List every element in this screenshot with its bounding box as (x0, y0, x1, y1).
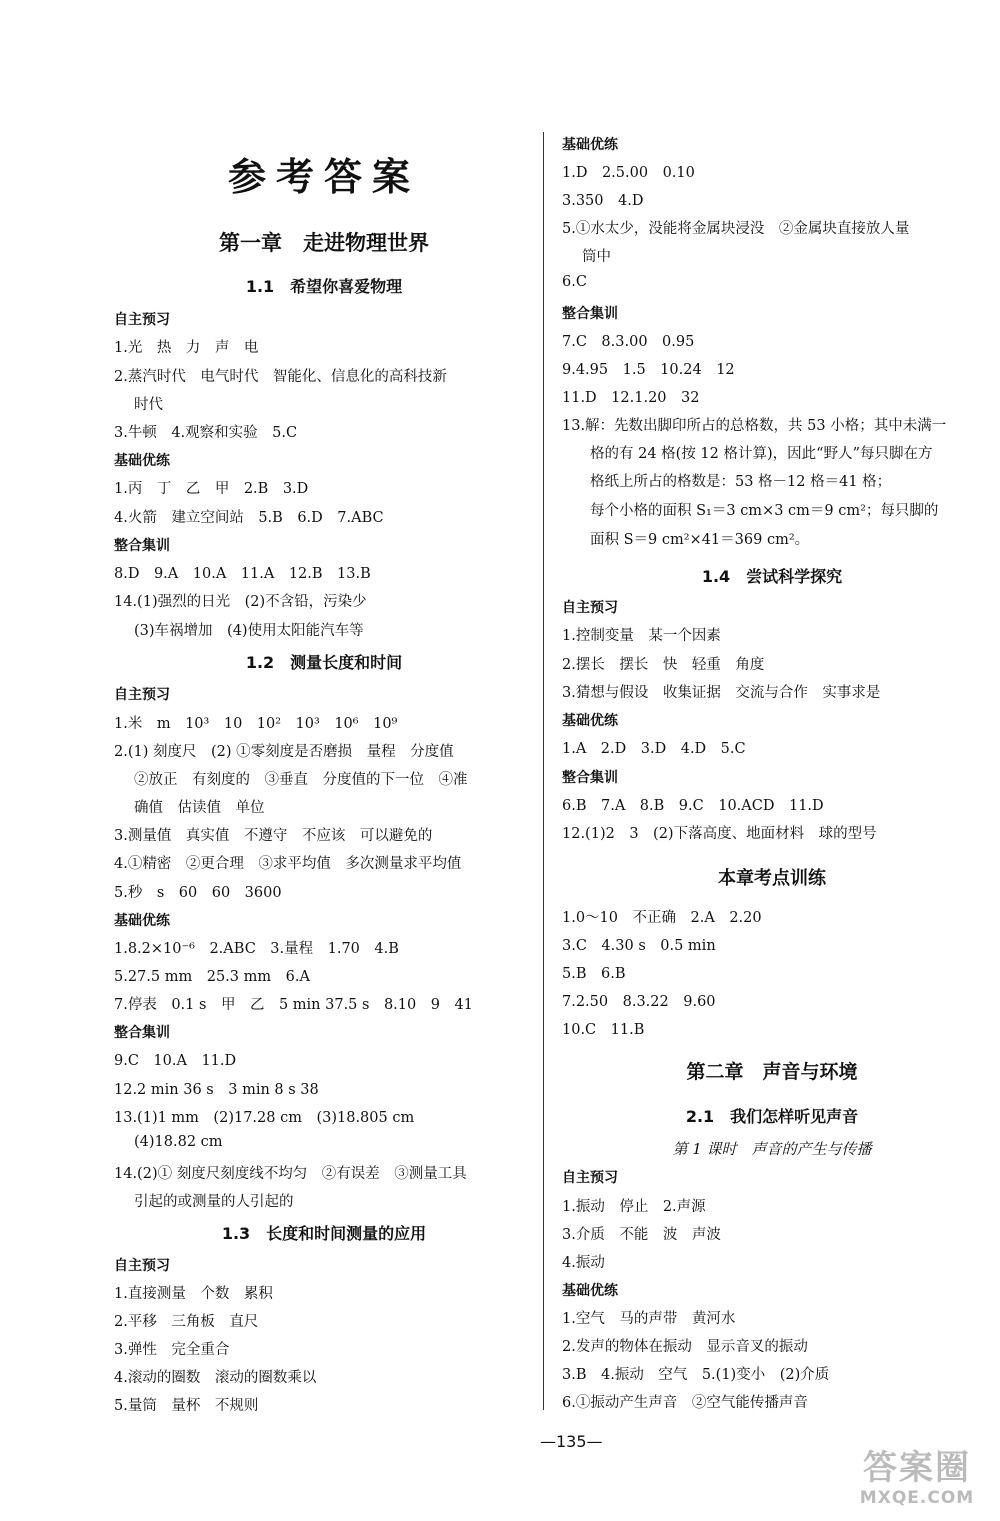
answer-line: 每个小格的面积 S₁＝3 cm×3 cm＝9 cm²；每只脚的 (590, 503, 939, 519)
answer-line: 4.滚动的圈数 滚动的圈数乘以 (114, 1370, 317, 1386)
answer-line: 面积 S＝9 cm²×41＝369 cm²。 (590, 532, 810, 548)
subheading: 自主预习 (562, 1170, 618, 1186)
answer-line: 1.丙 丁 乙 甲 2.B 3.D (114, 481, 309, 497)
answer-line: 4.火箭 建立空间站 5.B 6.D 7.ABC (114, 510, 384, 526)
answer-line: 6.B 7.A 8.B 9.C 10.ACD 11.D (562, 798, 824, 814)
answer-line: 13.解：先数出脚印所占的总格数，共 53 小格；其中未满一 (562, 418, 947, 434)
section-1-2-heading: 1.2 测量长度和时间 (245, 653, 403, 672)
answer-line: 9.C 10.A 11.D (114, 1053, 237, 1069)
subheading: 自主预习 (114, 312, 170, 328)
answer-line: 格的有 24 格(按 12 格计算)，因此“野人”每只脚在方 (590, 446, 933, 462)
review-heading: 本章考点训练 (718, 868, 826, 889)
answer-line: 13.(1)1 mm (2)17.28 cm (3)18.805 cm (114, 1110, 415, 1126)
answer-line: 6.C (562, 274, 587, 290)
chapter-1-heading: 第一章 走进物理世界 (219, 231, 429, 255)
column-divider (543, 132, 544, 1410)
answer-line: 3.350 4.D (562, 193, 644, 209)
answer-line: 9.4.95 1.5 10.24 12 (562, 362, 735, 378)
answer-line: 1.直接测量 个数 累积 (114, 1286, 273, 1302)
answer-line: 5.量筒 量杯 不规则 (114, 1398, 259, 1414)
answer-line: 5.①水太少，没能将金属块浸没 ②金属块直接放人量 (562, 221, 910, 237)
subheading: 整合集训 (562, 770, 618, 786)
page-title: 参考答案 (227, 154, 420, 199)
subheading: 自主预习 (114, 687, 170, 703)
answer-line: 3.测量值 真实值 不遵守 不应该 可以避免的 (114, 828, 433, 844)
subheading: 基础优练 (562, 137, 618, 153)
answer-line: 5.秒 s 60 60 3600 (114, 885, 282, 901)
page-number: —135— (540, 1432, 603, 1451)
subheading: 基础优练 (562, 1283, 618, 1299)
subheading: 整合集训 (114, 1025, 170, 1041)
lesson-heading: 第 1 课时 声音的产生与传播 (672, 1140, 872, 1158)
subheading: 自主预习 (562, 600, 618, 616)
watermark-url: MXQE.COM (859, 1488, 975, 1508)
subheading: 基础优练 (562, 713, 618, 729)
answer-line: 5.B 6.B (562, 966, 626, 982)
answer-line: 1.光 热 力 声 电 (114, 340, 259, 356)
subheading: 基础优练 (114, 453, 170, 469)
answer-line: 7.2.50 8.3.22 9.60 (562, 994, 716, 1010)
section-1-1-heading: 1.1 希望你喜爱物理 (245, 277, 403, 296)
subheading: 整合集训 (562, 306, 618, 322)
answer-line: 5.27.5 mm 25.3 mm 6.A (114, 969, 310, 985)
answer-line: 1.A 2.D 3.D 4.D 5.C (562, 741, 746, 757)
answer-line: 7.停表 0.1 s 甲 乙 5 min 37.5 s 8.10 9 41 (114, 997, 473, 1013)
answer-line: 时代 (134, 397, 163, 413)
answer-line: ②放正 有刻度的 ③垂直 分度值的下一位 ④准 (134, 772, 468, 788)
answer-line: (3)车祸增加 (4)使用太阳能汽车等 (134, 623, 364, 639)
answer-line: 2.平移 三角板 直尺 (114, 1314, 259, 1330)
subheading: 自主预习 (114, 1258, 170, 1274)
answer-line: 3.B 4.振动 空气 5.(1)变小 (2)介质 (562, 1367, 830, 1383)
section-1-3-heading: 1.3 长度和时间测量的应用 (221, 1224, 427, 1243)
answer-line: 1.振动 停止 2.声源 (562, 1199, 706, 1215)
section-1-4-heading: 1.4 尝试科学探究 (701, 567, 843, 586)
answer-line: 12.2 min 36 s 3 min 8 s 38 (114, 1082, 319, 1098)
section-2-1-heading: 2.1 我们怎样听见声音 (685, 1107, 859, 1126)
answer-line: 2.摆长 摆长 快 轻重 角度 (562, 657, 765, 673)
answer-line: 4.①精密 ②更合理 ③求平均值 多次测量求平均值 (114, 856, 462, 872)
answer-line: 1.D 2.5.00 0.10 (562, 165, 695, 181)
answer-line: 筒中 (582, 249, 611, 265)
answer-line: 3.弹性 完全重合 (114, 1342, 230, 1358)
answer-line: 1.8.2×10⁻⁶ 2.ABC 3.量程 1.70 4.B (114, 941, 399, 957)
answer-line: 6.①振动产生声音 ②空气能传播声音 (562, 1395, 808, 1411)
answer-line: 1.0～10 不正确 2.A 2.20 (562, 910, 762, 926)
subheading: 整合集训 (114, 538, 170, 554)
answer-line: 确值 估读值 单位 (134, 800, 265, 816)
answer-line: 1.控制变量 某一个因素 (562, 628, 721, 644)
answer-line: 2.(1) 刻度尺 (2) ①零刻度是否磨损 量程 分度值 (114, 744, 454, 760)
answer-line: 8.D 9.A 10.A 11.A 12.B 13.B (114, 566, 371, 582)
answer-line: 14.(2)① 刻度尺刻度线不均匀 ②有误差 ③测量工具 (114, 1166, 467, 1182)
answer-line: 3.猜想与假设 收集证据 交流与合作 实事求是 (562, 685, 881, 701)
answer-line: 3.牛顿 4.观察和实验 5.C (114, 425, 298, 441)
answer-line: 14.(1)强烈的日光 (2)不含铅，污染少 (114, 594, 367, 610)
answer-line: 1.空气 马的声带 黄河水 (562, 1311, 736, 1327)
answer-line: 7.C 8.3.00 0.95 (562, 334, 695, 350)
answer-line: 2.蒸汽时代 电气时代 智能化、信息化的高科技新 (114, 369, 447, 385)
answer-line: 3.C 4.30 s 0.5 min (562, 938, 716, 954)
answer-line: 10.C 11.B (562, 1022, 645, 1038)
answer-line: 12.(1)2 3 (2)下落高度、地面材料 球的型号 (562, 826, 877, 842)
chapter-2-heading: 第二章 声音与环境 (686, 1061, 858, 1083)
answer-line: 11.D 12.1.20 32 (562, 390, 700, 406)
answer-line: 引起的或测量的人引起的 (134, 1194, 294, 1210)
answer-line: 4.振动 (562, 1255, 605, 1271)
answer-line: 2.发声的物体在振动 显示音叉的振动 (562, 1339, 808, 1355)
answer-line: 1.米 m 10³ 10 10² 10³ 10⁶ 10⁹ (114, 716, 398, 732)
watermark-logo (842, 1448, 992, 1516)
answer-line: 格纸上所占的格数是：53 格－12 格＝41 格； (590, 474, 892, 490)
answer-line: (4)18.82 cm (134, 1134, 223, 1150)
subheading: 基础优练 (114, 913, 170, 929)
answer-line: 3.介质 不能 波 声波 (562, 1227, 721, 1243)
watermark-text: 答案圈 (863, 1448, 971, 1488)
